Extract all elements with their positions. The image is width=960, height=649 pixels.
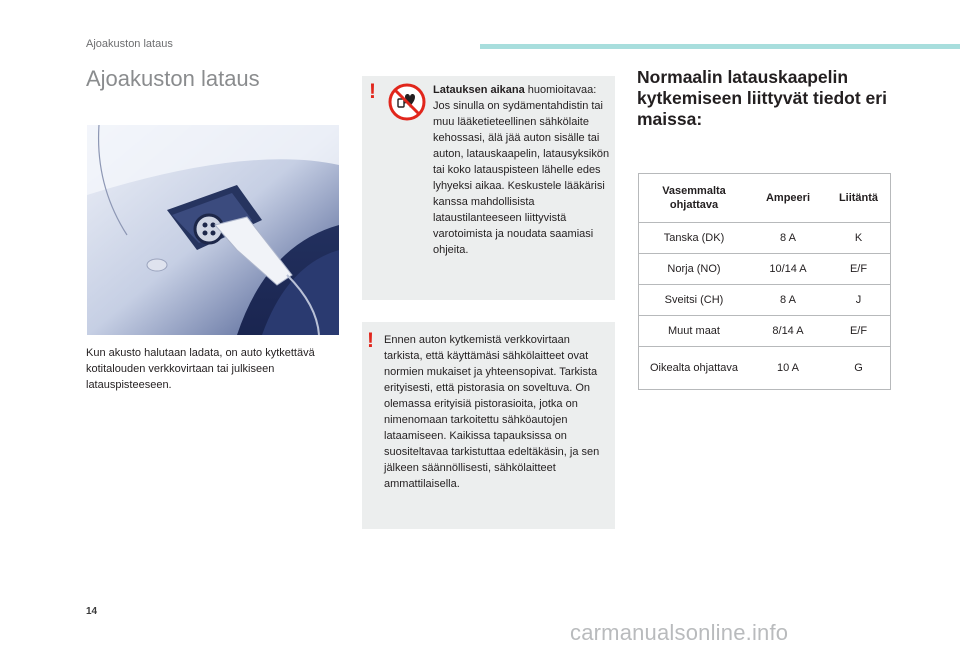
charging-port-illustration: [87, 125, 339, 335]
pacemaker-warning-lead: Latauksen aikana: [433, 84, 525, 96]
table-cell: Norja (NO): [639, 254, 750, 285]
table-cell: 8 A: [749, 285, 827, 316]
charging-cable-table: [638, 173, 891, 390]
table-cell: J: [827, 285, 891, 316]
header-accent-bar: [480, 44, 960, 49]
table-row: [639, 285, 891, 316]
table-cell: K: [827, 223, 891, 254]
table-cell: E/F: [827, 254, 891, 285]
table-cell: 8/14 A: [749, 316, 827, 347]
warning-exclamation-icon: !: [367, 329, 374, 352]
table-cell: Sveitsi (CH): [639, 285, 750, 316]
socket-warning-text: Ennen auton kytkemistä verkkovirtaan tarkista, että käyttämäsi sähkölaitteet ovat normien mukaiset ja yhteensopivat. Tarkista erityisesti, että pistorasia on soveltuva. On olemassa erityisiä pistorasioita, jotka on nimenomaan tarkoitettu sähköautojen lataamiseen. Kaikissa tapauksissa on suositeltavaa tarkistuttaa edeltäkäsin, ja sen jälkeen säännöllisesti, sähkölaitteet ammattilaisella.: [384, 334, 600, 490]
table-cell: G: [827, 347, 891, 390]
pacemaker-warning-body: huomioitavaa: Jos sinulla on sydämentahdistin tai muu lääketieteellinen sähkölaite kehossasi, älä jää auton sisälle tai auton, latauskaapelin, latausyksikön tai koko latauspisteen lähelle edes lyhyeksi aikaa. Keskustele lääkärisi kanssa mahdollisista lataustilanteeseen liittyvistä varotoimista ja noudata saamiasi ohjeita.: [433, 84, 610, 256]
table-cell: 8 A: [749, 223, 827, 254]
watermark: carmanualsonline.info: [570, 620, 789, 645]
table-header-cell: Ampeeri: [749, 174, 827, 223]
running-header: Ajoakuston lataus: [86, 38, 173, 50]
table-cell: 10/14 A: [749, 254, 827, 285]
intro-paragraph: Kun akusto halutaan ladata, on auto kytkettävä kotitalouden verkkovirtaan tai julkiseen latauspisteeseen.: [86, 347, 315, 391]
section-heading: Normaalin latauskaapelin kytkemiseen liittyvät tiedot eri maissa:: [637, 67, 887, 129]
page-number: 14: [86, 606, 98, 617]
no-pacemaker-icon: [388, 83, 426, 121]
table-header-row: [639, 174, 891, 223]
table-cell: 10 A: [749, 347, 827, 390]
table-cell: Muut maat: [639, 316, 750, 347]
table-header-cell: Liitäntä: [827, 174, 891, 223]
table-cell: Oikealta ohjattava: [639, 347, 750, 390]
table-row: [639, 316, 891, 347]
table-row: [639, 223, 891, 254]
table-cell: Tanska (DK): [639, 223, 750, 254]
table-row: [639, 347, 891, 390]
charging-port-photo: [87, 125, 339, 335]
table-cell: E/F: [827, 316, 891, 347]
page-title: Ajoakuston lataus: [86, 66, 260, 91]
table-row: [639, 254, 891, 285]
table-header-cell: Vasemmalta ohjattava: [639, 174, 750, 223]
warning-exclamation-icon: !: [369, 80, 376, 103]
pacemaker-warning-text: [433, 82, 613, 258]
